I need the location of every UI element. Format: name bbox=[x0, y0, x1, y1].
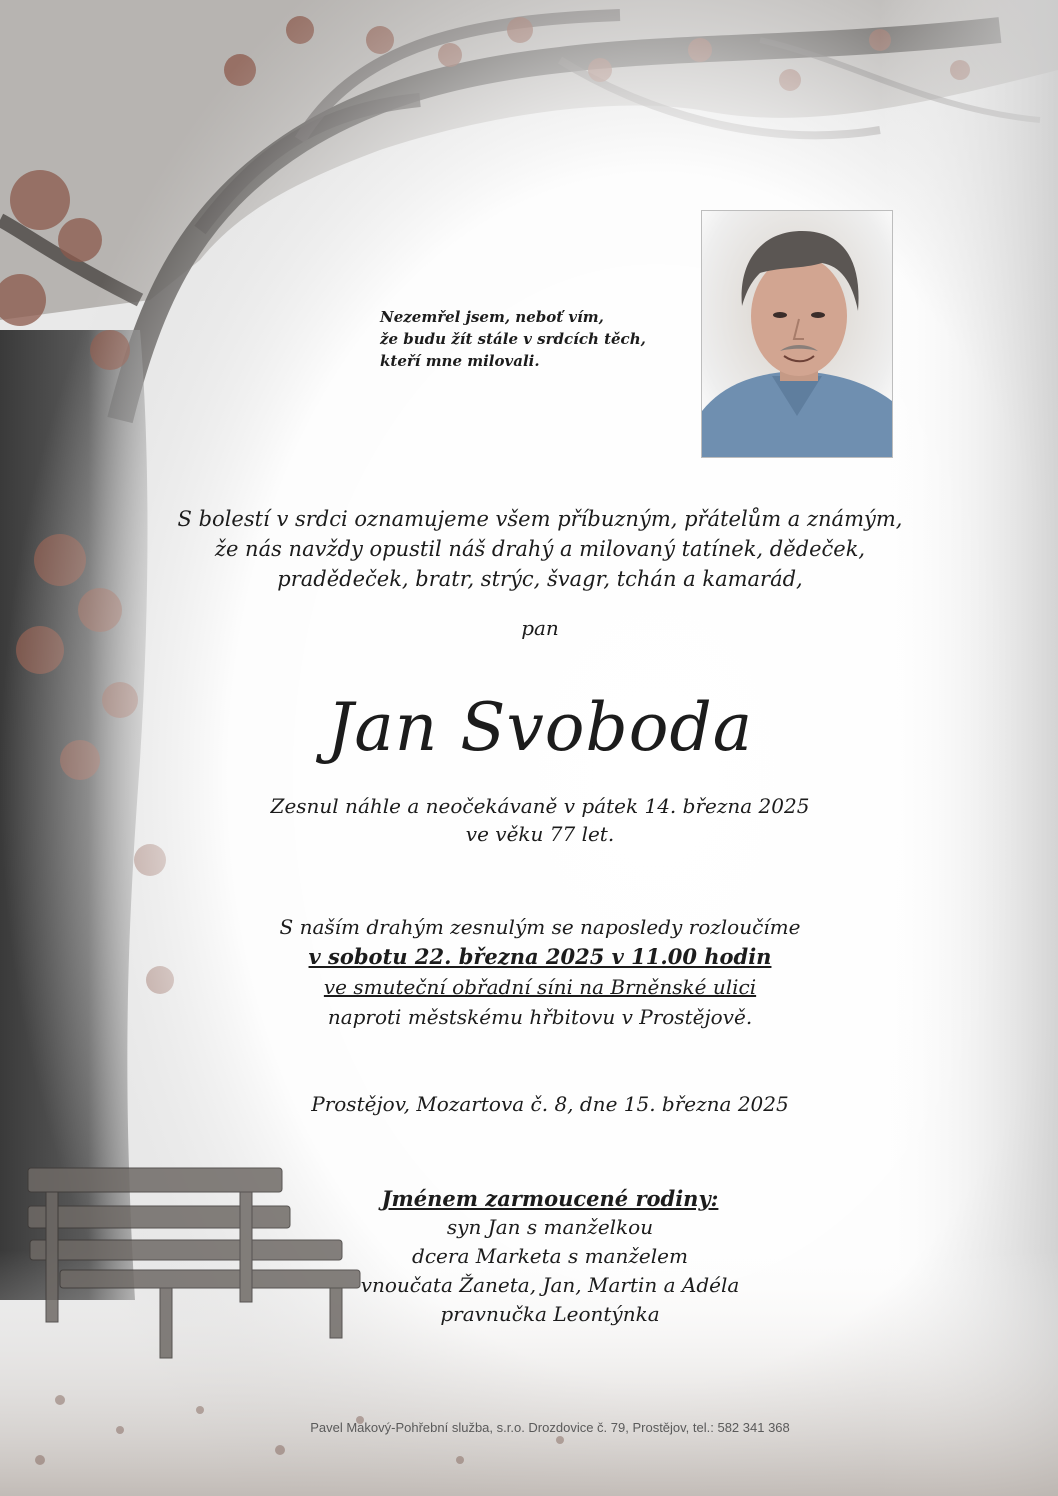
family-member: dcera Marketa s manželem bbox=[412, 1244, 688, 1268]
family-member: pravnučka Leontýnka bbox=[440, 1302, 660, 1326]
funeral-venue: ve smuteční obřadní síni na Brněnské ulici bbox=[323, 975, 757, 999]
portrait-photo bbox=[701, 210, 893, 458]
motto-line-3: kteří mne milovali. bbox=[380, 352, 540, 370]
honorific-title: pan bbox=[521, 616, 559, 640]
portrait-image bbox=[702, 211, 892, 457]
intro-line-2: že nás navždy opustil náš drahý a milovaný tatínek, dědeček, bbox=[214, 537, 866, 561]
family-member: syn Jan s manželkou bbox=[446, 1215, 654, 1239]
motto-line-2: že budu žít stále v srdcích těch, bbox=[380, 330, 646, 348]
family-signature bbox=[300, 1184, 800, 1329]
motto-quote bbox=[380, 306, 680, 372]
intro-line-1: S bolestí v srdci oznamujeme všem příbuzným, přátelům a známým, bbox=[177, 507, 903, 531]
funeral-location: naproti městskému hřbitovu v Prostějově. bbox=[327, 1005, 753, 1029]
funeral-line-1: S naším drahým zesnulým se naposledy rozloučíme bbox=[279, 915, 801, 939]
motto-line-1: Nezemřel jsem, neboť vím, bbox=[380, 308, 604, 326]
funeral-details bbox=[190, 912, 890, 1032]
death-details bbox=[200, 792, 880, 848]
funeral-date-time: v sobotu 22. března 2025 v 11.00 hodin bbox=[308, 944, 772, 969]
family-heading: Jménem zarmoucené rodiny: bbox=[381, 1186, 719, 1211]
announcement-intro bbox=[160, 504, 920, 594]
family-member: vnoučata Žaneta, Jan, Martin a Adéla bbox=[360, 1273, 740, 1297]
death-line-2: ve věku 77 let. bbox=[465, 822, 615, 846]
death-line-1: Zesnul náhle a neočekávaně v pátek 14. března 2025 bbox=[270, 794, 810, 818]
place-and-date: Prostějov, Mozartova č. 8, dne 15. března 2025 bbox=[311, 1092, 789, 1116]
deceased-name: Jan Svoboda bbox=[326, 689, 754, 766]
intro-line-3: pradědeček, bratr, strýc, švagr, tchán a kamarád, bbox=[277, 567, 803, 591]
funeral-service-footer: Pavel Makový-Pohřební služba, s.r.o. Drozdovice č. 79, Prostějov, tel.: 582 341 368 bbox=[310, 1420, 790, 1435]
